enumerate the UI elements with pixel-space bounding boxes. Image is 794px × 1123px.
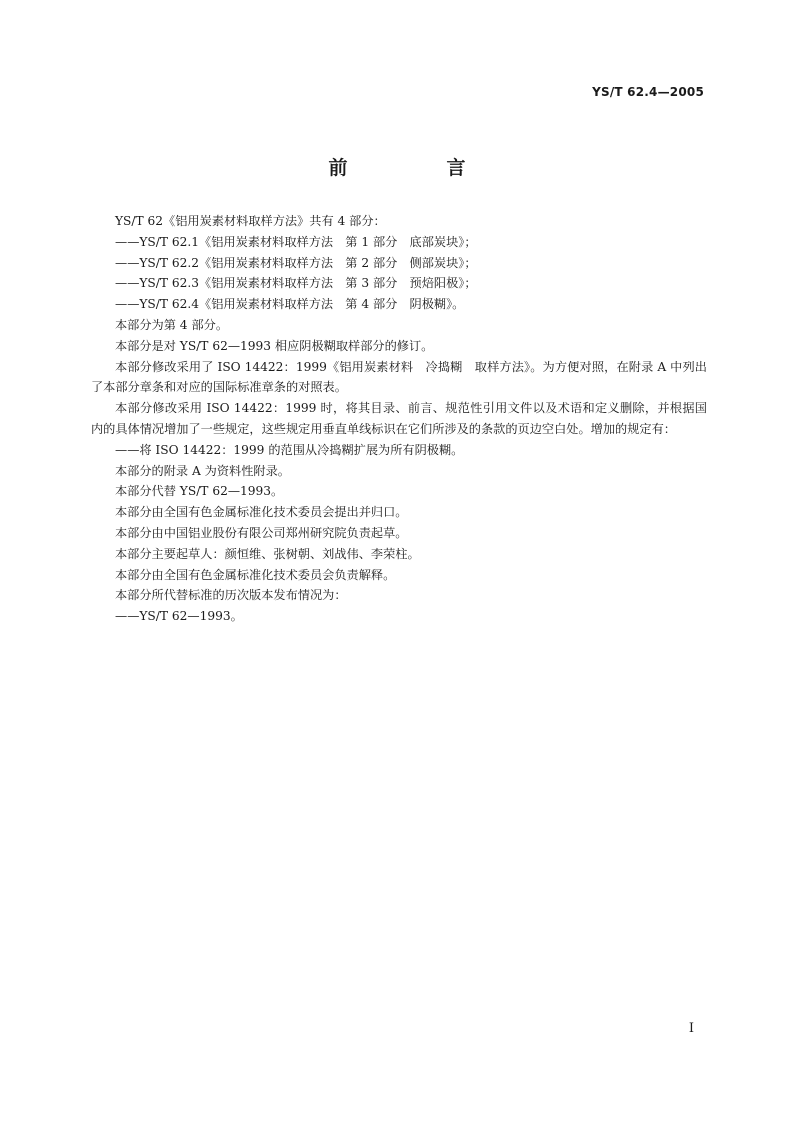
paragraph: 本部分的附录 A 为资料性附录。 <box>115 463 290 478</box>
paragraph: 本部分由中国铝业股份有限公司郑州研究院负责起草。 <box>115 525 408 540</box>
page-number: I <box>688 1021 694 1036</box>
paragraph: 本部分修改采用了 ISO 14422：1999《铝用炭素材料 冷捣糊 取样方法》。为方便对照，在附录 A 中列出了本部分章条和对应的国际标准章条的对照表。 <box>91 359 707 395</box>
paragraph: ——YS/T 62—1993。 <box>115 609 243 624</box>
paragraph: 本部分代替 YS/T 62—1993。 <box>115 484 284 499</box>
paragraph: ——YS/T 62.2《铝用炭素材料取样方法 第 2 部分 侧部炭块》； <box>115 255 477 270</box>
paragraph: ——YS/T 62.4《铝用炭素材料取样方法 第 4 部分 阴极糊》。 <box>115 297 465 312</box>
paragraph: 本部分由全国有色金属标准化技术委员会提出并归口。 <box>115 505 408 520</box>
paragraph: ——YS/T 62.1《铝用炭素材料取样方法 第 1 部分 底部炭块》； <box>115 234 477 249</box>
paragraph: YS/T 62《铝用炭素材料取样方法》共有 4 部分： <box>115 214 386 228</box>
foreword-body <box>91 211 707 627</box>
page-title: 前 言 <box>328 157 506 179</box>
paragraph: 本部分所代替标准的历次版本发布情况为： <box>115 588 347 603</box>
paragraph: ——将 ISO 14422：1999 的范围从冷捣糊扩展为所有阴极糊。 <box>115 442 464 457</box>
paragraph: 本部分是对 YS/T 62—1993 相应阴极糊取样部分的修订。 <box>115 338 434 353</box>
paragraph: 本部分为第 4 部分。 <box>115 317 229 332</box>
standard-code: YS/T 62.4—2005 <box>592 85 704 99</box>
paragraph: ——YS/T 62.3《铝用炭素材料取样方法 第 3 部分 预焙阳极》； <box>115 276 477 291</box>
paragraph: 本部分由全国有色金属标准化技术委员会负责解释。 <box>115 567 396 582</box>
paragraph: 本部分修改采用 ISO 14422：1999 时，将其目录、前言、规范性引用文件以及术语和定义删除，并根据国内的具体情况增加了一些规定，这些规定用垂直单线标识在它们所涉及的条款的页边空白处。增加的规定有： <box>91 401 707 436</box>
paragraph: 本部分主要起草人：颜恒维、张树朝、刘战伟、李荣柱。 <box>115 546 420 561</box>
